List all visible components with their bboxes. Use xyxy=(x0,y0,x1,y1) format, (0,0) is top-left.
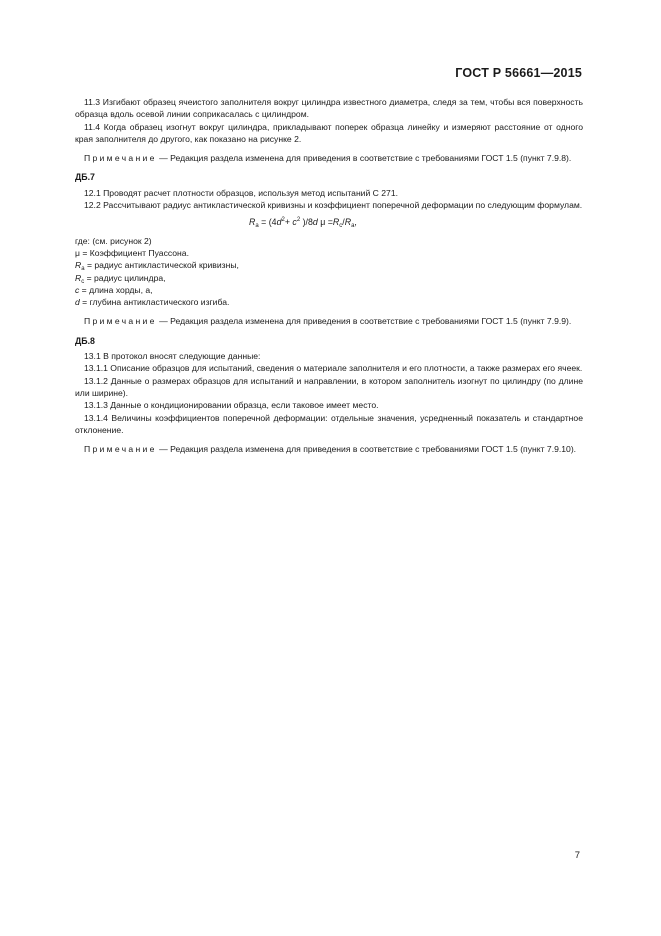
paragraph-13-1-3: 13.1.3 Данные о кондиционировании образца, если таковое имеет место. xyxy=(84,400,379,411)
note-3 xyxy=(75,443,583,455)
note-label: Примечание xyxy=(84,316,157,327)
note-label: Примечание xyxy=(84,153,157,164)
definition-d: d = глубина антикластического изгиба. xyxy=(75,297,230,308)
definition-mu: μ = Коэффициент Пуассона. xyxy=(75,247,189,258)
paragraph-11-3: 11.3 Изгибают образец ячеистого заполнителя вокруг цилиндра известного диаметра, следя за тем, чтобы вся поверхность образца вдоль осевой линии соприкасалась с цилиндром. xyxy=(75,97,583,120)
note-1 xyxy=(75,152,583,164)
paragraph-13-1-1: 13.1.1 Описание образцов для испытаний, сведения о материале заполнителя и его плотности, а также размерах его ячеек. xyxy=(84,363,583,374)
paragraph-13-1-4: 13.1.4 Величины коэффициентов поперечной деформации: отдельные значения, усредненный показатель и стандартное отклонение. xyxy=(75,412,583,435)
note-label: Примечание xyxy=(84,444,157,455)
page-number: 7 xyxy=(574,850,580,861)
paragraph-12-1: 12.1 Проводят расчет плотности образцов, используя метод испытаний С 271. xyxy=(84,187,398,198)
document-body xyxy=(75,96,583,455)
section-heading-db8: ДБ.8 xyxy=(75,335,95,346)
paragraph-12-2: 12.2 Рассчитывают радиус антикластической кривизны и коэффициент поперечной деформации по следующим формулам. xyxy=(84,200,583,211)
definition-rc: $R_c$ = радиус цилиндра, xyxy=(75,272,166,285)
note-text: — Редакция раздела изменена для приведения в соответствие с требованиями ГОСТ 1.5 (пункт 7.9.9). xyxy=(156,316,572,327)
note-text: — Редакция раздела изменена для приведения в соответствие с требованиями ГОСТ 1.5 (пункт 7.9.10). xyxy=(156,444,577,455)
formula-anticlastic-radius: $R_a = (4d^2+ c^2$ )/8d $\mu =R_c/R_a$, xyxy=(249,217,357,230)
note-text: — Редакция раздела изменена для приведения в соответствие с требованиями ГОСТ 1.5 (пункт 7.9.8). xyxy=(156,153,572,164)
definition-c: c = длина хорды, а, xyxy=(75,284,153,295)
section-heading-db7: ДБ.7 xyxy=(75,172,95,183)
note-2 xyxy=(75,315,583,327)
formula-definitions xyxy=(75,235,583,309)
paragraph-13-1-2: 13.1.2 Данные о размерах образцов для испытаний и направлении, в котором заполнитель изогнут по цилиндру (по длине или ширине). xyxy=(75,375,583,398)
paragraph-13-1: 13.1 В протокол вносят следующие данные: xyxy=(84,351,261,362)
definition-where: где: (см. рисунок 2) xyxy=(75,235,152,246)
definition-ra: $R_a$ = радиус антикластической кривизны, xyxy=(75,260,239,273)
paragraph-11-4: 11.4 Когда образец изогнут вокруг цилиндра, прикладывают поперек образца линейку и измеряют расстояние от одного края заполнителя до другого, как показано на рисунке 2. xyxy=(75,121,583,144)
document-code-header: ГОСТ Р 56661—2015 xyxy=(455,66,582,80)
